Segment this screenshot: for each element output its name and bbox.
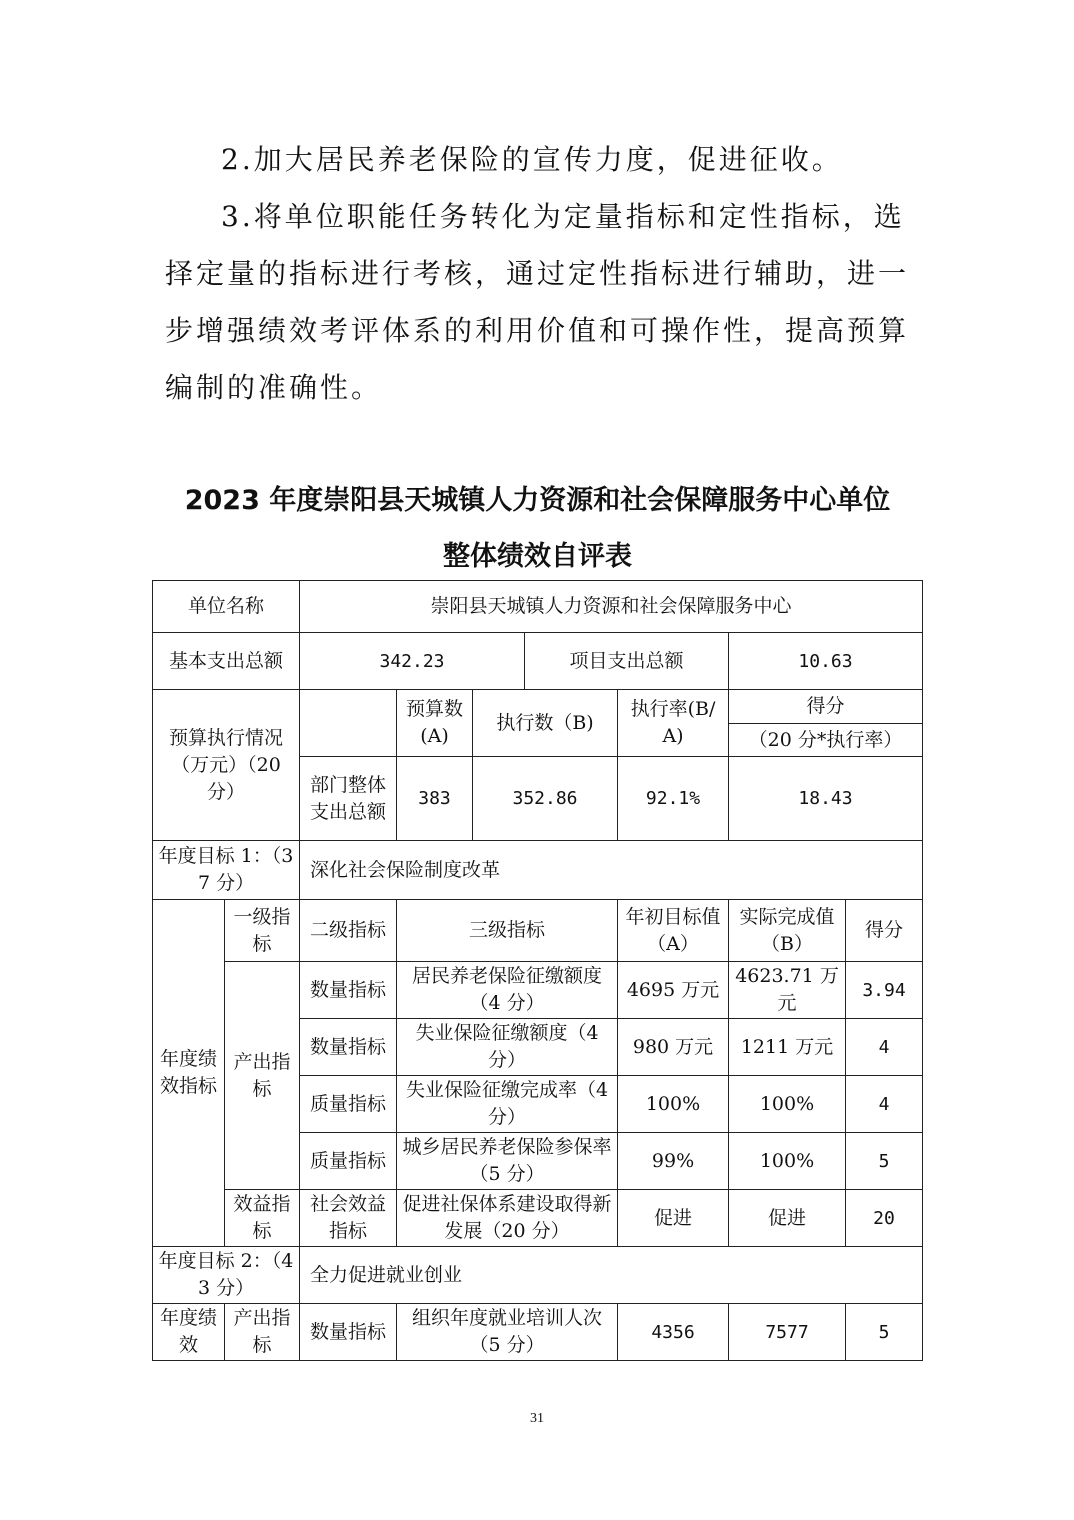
goal-2-label: 年度目标 2：（43 分） (153, 1247, 300, 1304)
basic-expense-label: 基本支出总额 (153, 633, 300, 690)
table-row-actual: 1211 万元 (729, 1019, 846, 1076)
execution-header: 执行数（B) (473, 690, 618, 757)
goal-2-value: 全力促进就业创业 (300, 1247, 923, 1304)
table-row-score: 4 (846, 1019, 923, 1076)
table-row-actual: 100% (729, 1076, 846, 1133)
table-title-line-1: 2023 年度崇阳县天城镇人力资源和社会保障服务中心单位 (184, 485, 891, 516)
blank-header-cell (300, 690, 397, 757)
dept-total-label: 部门整体支出总额 (300, 757, 397, 841)
table-row-score: 3.94 (846, 962, 923, 1019)
table-row-l3: 失业保险征缴额度（4 分） (397, 1019, 618, 1076)
table-row-l3: 城乡居民养老保险参保率（5 分） (397, 1133, 618, 1190)
table-row-l2: 数量指标 (300, 1019, 397, 1076)
benefit-indicator-label: 效益指标 (225, 1190, 300, 1247)
table-row-l3: 居民养老保险征缴额度（4 分） (397, 962, 618, 1019)
annual-performance-label-2: 年度绩效 (153, 1304, 225, 1361)
unit-name-label: 单位名称 (153, 581, 300, 633)
paragraph-1: 2.加大居民养老保险的宣传力度，促进征收。 (221, 143, 843, 176)
table-row-l3: 组织年度就业培训人次（5 分） (397, 1304, 618, 1361)
rate-header: 执行率(B/A) (618, 690, 729, 757)
table-title-line-2: 整体绩效自评表 (443, 541, 632, 572)
dept-rate-value: 92.1% (618, 757, 729, 841)
actual-header: 实际完成值（B） (729, 900, 846, 962)
page-number: 31 (530, 1411, 544, 1426)
table-row-target: 100% (618, 1076, 729, 1133)
table-row-l2: 质量指标 (300, 1076, 397, 1133)
unit-name-value: 崇阳县天城镇人力资源和社会保障服务中心 (300, 581, 923, 633)
annual-performance-label: 年度绩效指标 (153, 900, 225, 1247)
score-formula-header: （20 分*执行率） (729, 724, 923, 757)
dept-score-value: 18.43 (729, 757, 923, 841)
table-row-actual: 促进 (729, 1190, 846, 1247)
table-row-target: 4695 万元 (618, 962, 729, 1019)
level-1-header: 一级指标 (225, 900, 300, 962)
output-indicator-label: 产出指标 (225, 962, 300, 1190)
table-row-score: 20 (846, 1190, 923, 1247)
dept-exec-value: 352.86 (473, 757, 618, 841)
level-2-header: 二级指标 (300, 900, 397, 962)
table-row-target: 促进 (618, 1190, 729, 1247)
table-row-target: 980 万元 (618, 1019, 729, 1076)
goal-1-label: 年度目标 1：（37 分） (153, 841, 300, 900)
paragraph-2: 3.将单位职能任务转化为定量指标和定性指标，选择定量的指标进行考核，通过定性指标进行辅助，进一步增强绩效考评体系的利用价值和可操作性，提高预算编制的准确性。 (165, 200, 910, 404)
target-header: 年初目标值（A） (618, 900, 729, 962)
dept-budget-value: 383 (397, 757, 473, 841)
table-row-l2: 质量指标 (300, 1133, 397, 1190)
table-row-target: 99% (618, 1133, 729, 1190)
goal-1-value: 深化社会保险制度改革 (300, 841, 923, 900)
table-row-score: 5 (846, 1133, 923, 1190)
performance-table (152, 580, 923, 1361)
table-row-l3: 促进社保体系建设取得新发展（20 分） (397, 1190, 618, 1247)
table-row-target: 4356 (618, 1304, 729, 1361)
points-header: 得分 (846, 900, 923, 962)
project-expense-value: 10.63 (729, 633, 923, 690)
table-row-actual: 100% (729, 1133, 846, 1190)
table-row-l2: 社会效益指标 (300, 1190, 397, 1247)
level-3-header: 三级指标 (397, 900, 618, 962)
basic-expense-value: 342.23 (300, 633, 525, 690)
table-row-l3: 失业保险征缴完成率（4 分） (397, 1076, 618, 1133)
score-header: 得分 (729, 690, 923, 724)
table-row-score: 4 (846, 1076, 923, 1133)
project-expense-label: 项目支出总额 (525, 633, 729, 690)
budget-header: 预算数(A) (397, 690, 473, 757)
table-row-actual: 4623.71 万元 (729, 962, 846, 1019)
table-row-score: 5 (846, 1304, 923, 1361)
table-row-l2: 数量指标 (300, 962, 397, 1019)
table-row-actual: 7577 (729, 1304, 846, 1361)
output-indicator-label-2: 产出指标 (225, 1304, 300, 1361)
table-row-l2: 数量指标 (300, 1304, 397, 1361)
budget-execution-label: 预算执行情况（万元）（20 分） (153, 690, 300, 841)
